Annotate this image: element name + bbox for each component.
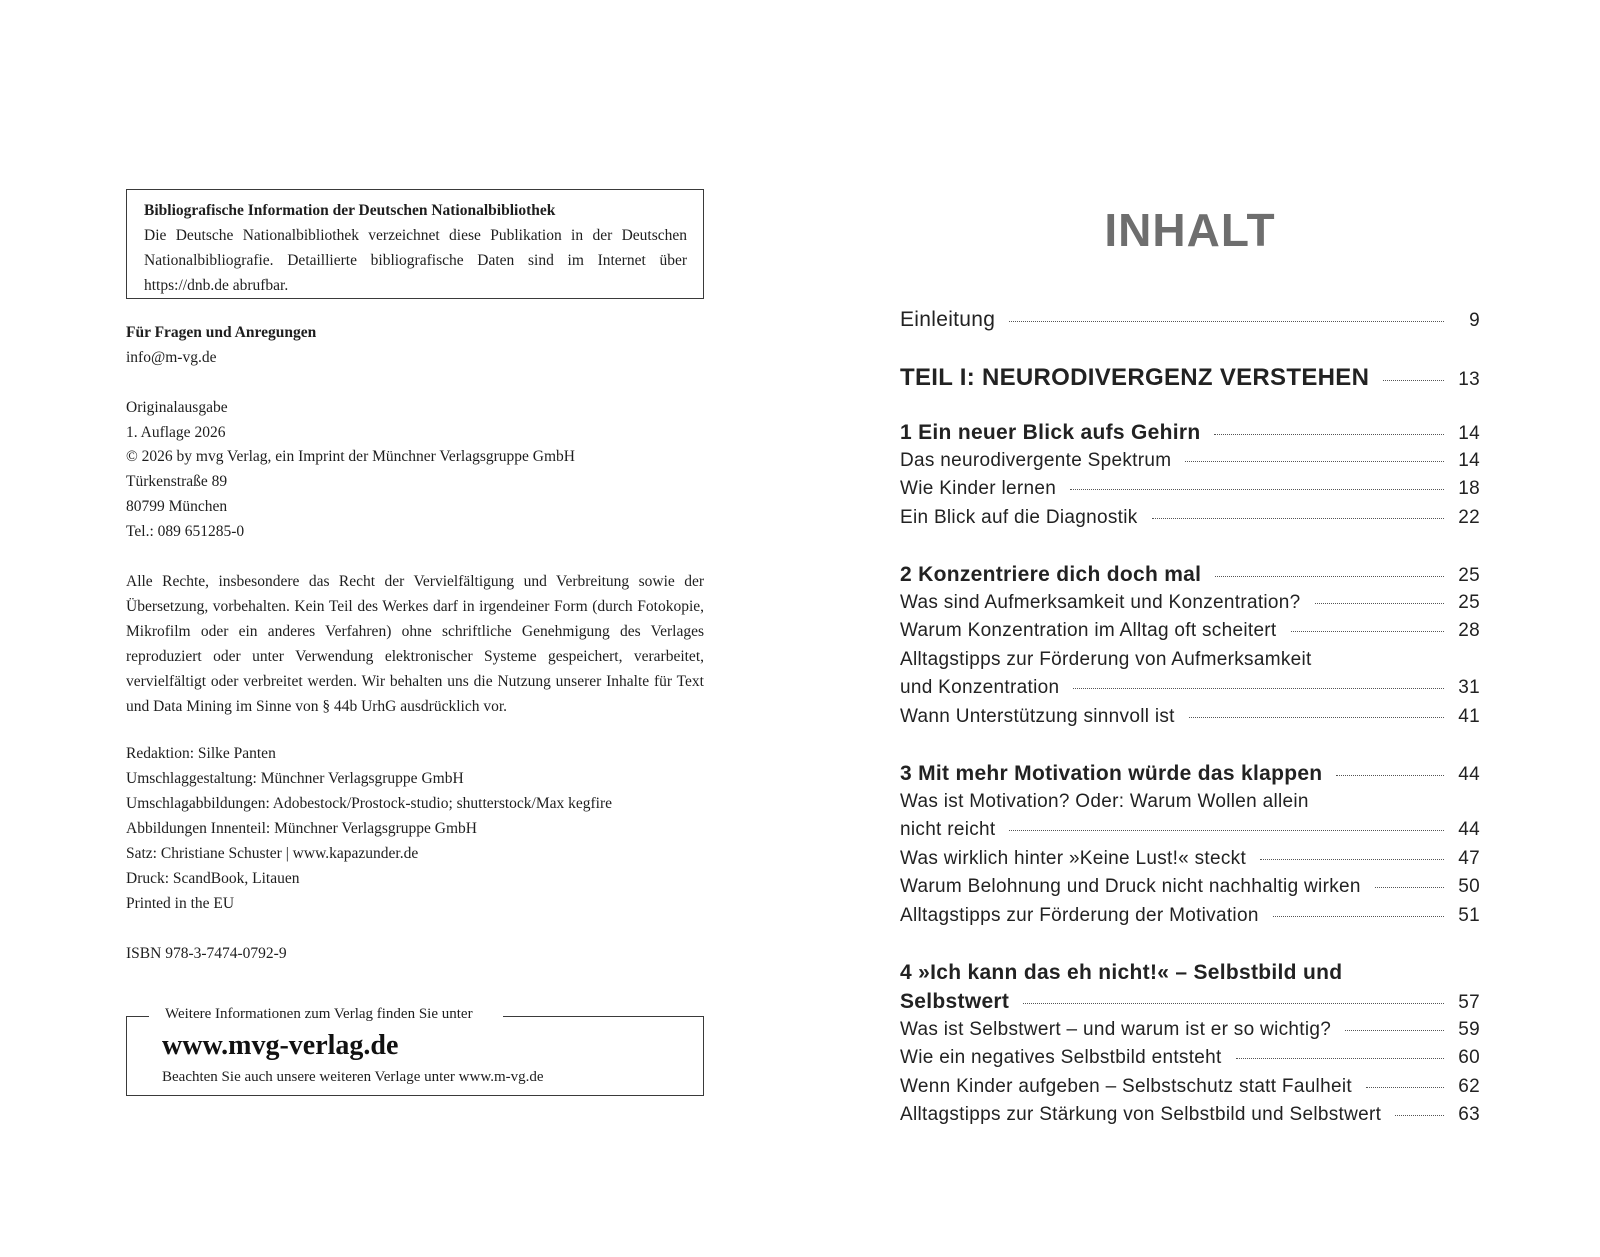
leader-dots bbox=[1023, 1003, 1444, 1004]
box-top-rule bbox=[127, 1016, 149, 1017]
toc-entry-page: 14 bbox=[1458, 450, 1480, 471]
toc-chapter[interactable] bbox=[900, 421, 1480, 449]
leader-dots bbox=[1185, 461, 1444, 462]
toc-entry-page: 57 bbox=[1458, 992, 1480, 1013]
toc-entry[interactable] bbox=[900, 592, 1480, 620]
toc-entry-page: 63 bbox=[1458, 1104, 1480, 1125]
toc-entry-line1[interactable] bbox=[900, 649, 1480, 677]
toc-entry-label: Selbstwert bbox=[900, 990, 1010, 1013]
edition-line: 1. Auflage 2026 bbox=[126, 424, 226, 441]
toc-entry-label: 3 Mit mehr Motivation würde das klappen bbox=[900, 762, 1323, 785]
toc-chapter-line1[interactable] bbox=[900, 961, 1480, 989]
contact-email[interactable]: info@m-vg.de bbox=[126, 349, 217, 366]
toc-entry[interactable] bbox=[900, 677, 1480, 705]
toc-entry[interactable] bbox=[900, 1076, 1480, 1104]
leader-dots bbox=[1291, 631, 1444, 632]
toc-entry-page: 9 bbox=[1469, 310, 1480, 331]
toc-entry[interactable] bbox=[900, 1047, 1480, 1075]
toc-entry[interactable] bbox=[900, 507, 1480, 535]
toc-entry[interactable] bbox=[900, 706, 1480, 734]
leader-dots bbox=[1260, 859, 1444, 860]
leader-dots bbox=[1336, 775, 1444, 776]
toc-entry-label: Warum Belohnung und Druck nicht nachhaltig wirken bbox=[900, 876, 1361, 897]
edition-line: Türkenstraße 89 bbox=[126, 473, 228, 490]
toc-entry-page: 59 bbox=[1458, 1019, 1480, 1040]
isbn: ISBN 978-3-7474-0792-9 bbox=[126, 945, 287, 962]
info-note: Beachten Sie auch unsere weiteren Verlage unter www.m-vg.de bbox=[162, 1069, 544, 1085]
edition-line: 80799 München bbox=[126, 498, 228, 515]
toc-entry-label: Wie Kinder lernen bbox=[900, 478, 1057, 499]
toc-entry-page: 18 bbox=[1458, 478, 1480, 499]
toc-entry-label: Einleitung bbox=[900, 308, 996, 331]
leader-dots bbox=[1375, 887, 1444, 888]
edition-line: © 2026 by mvg Verlag, ein Imprint der Münchner Verlagsgruppe GmbH bbox=[126, 448, 575, 465]
bib-text: Die Deutsche Nationalbibliothek verzeichnet diese Publikation in der Deutschen Nationalbibliografie. Detaillierte bibliografische Daten sind im Internet über https://dnb.de abrufbar. bbox=[144, 227, 687, 294]
leader-dots bbox=[1073, 688, 1444, 689]
toc-entry[interactable] bbox=[900, 819, 1480, 847]
credit-line: Abbildungen Innenteil: Münchner Verlagsgruppe GmbH bbox=[126, 820, 477, 837]
toc-entry[interactable] bbox=[900, 876, 1480, 904]
toc-entry-page: 44 bbox=[1458, 819, 1480, 840]
toc-entry-label: Ein Blick auf die Diagnostik bbox=[900, 507, 1138, 528]
leader-dots bbox=[1315, 603, 1444, 604]
edition-line: Tel.: 089 651285-0 bbox=[126, 523, 245, 540]
toc-entry-label: Alltagstipps zur Stärkung von Selbstbild und Selbstwert bbox=[900, 1104, 1382, 1125]
toc-entry[interactable] bbox=[900, 848, 1480, 876]
toc-entry[interactable] bbox=[900, 620, 1480, 648]
toc-entry-label: Was wirklich hinter »Keine Lust!« steckt bbox=[900, 848, 1247, 869]
toc-part[interactable] bbox=[900, 364, 1480, 392]
leader-dots bbox=[1236, 1058, 1444, 1059]
leader-dots bbox=[1009, 321, 1444, 322]
bibliographic-info-box bbox=[126, 189, 704, 299]
toc-entry-page: 25 bbox=[1458, 565, 1480, 586]
toc-entry-page: 31 bbox=[1458, 677, 1480, 698]
leader-dots bbox=[1366, 1087, 1444, 1088]
credit-line: Redaktion: Silke Panten bbox=[126, 745, 276, 762]
credit-line: Satz: Christiane Schuster | www.kapazunder.de bbox=[126, 845, 419, 862]
contact-title: Für Fragen und Anregungen bbox=[126, 324, 317, 341]
toc-entry-label: Warum Konzentration im Alltag oft scheitert bbox=[900, 620, 1277, 641]
toc-chapter[interactable] bbox=[900, 563, 1480, 591]
toc-entry-label: TEIL I: NEURODIVERGENZ VERSTEHEN bbox=[900, 364, 1370, 391]
toc-entry-page: 60 bbox=[1458, 1047, 1480, 1068]
toc-entry-page: 62 bbox=[1458, 1076, 1480, 1097]
toc-entry-label: Alltagstipps zur Förderung von Aufmerksamkeit bbox=[900, 649, 1312, 670]
leader-dots bbox=[1152, 518, 1444, 519]
toc-entry[interactable] bbox=[900, 905, 1480, 933]
credit-line: Printed in the EU bbox=[126, 895, 235, 912]
leader-dots bbox=[1345, 1030, 1444, 1031]
toc-entry[interactable] bbox=[900, 1019, 1480, 1047]
leader-dots bbox=[1214, 434, 1444, 435]
toc-entry-label: Alltagstipps zur Förderung der Motivation bbox=[900, 905, 1259, 926]
toc-entry-label: 1 Ein neuer Blick aufs Gehirn bbox=[900, 421, 1201, 444]
toc-entry-label: Wie ein negatives Selbstbild entsteht bbox=[900, 1047, 1222, 1068]
toc-entry-label: Was ist Motivation? Oder: Warum Wollen allein bbox=[900, 791, 1309, 812]
leader-dots bbox=[1215, 576, 1444, 577]
toc-entry-label: und Konzentration bbox=[900, 677, 1060, 698]
toc-chapter[interactable] bbox=[900, 990, 1480, 1018]
toc-entry-page: 51 bbox=[1458, 905, 1480, 926]
leader-dots bbox=[1383, 380, 1444, 381]
leader-dots bbox=[1273, 916, 1444, 917]
toc-entry-page: 50 bbox=[1458, 876, 1480, 897]
leader-dots bbox=[1009, 830, 1444, 831]
toc-entry-page: 28 bbox=[1458, 620, 1480, 641]
leader-dots bbox=[1189, 717, 1444, 718]
toc-entry-label: Was ist Selbstwert – und warum ist er so wichtig? bbox=[900, 1019, 1332, 1040]
leader-dots bbox=[1070, 489, 1444, 490]
toc-entry-page: 25 bbox=[1458, 592, 1480, 613]
bib-title: Bibliografische Information der Deutschen Nationalbibliothek bbox=[144, 202, 556, 219]
toc-entry-page: 14 bbox=[1458, 423, 1480, 444]
toc-entry-label: 2 Konzentriere dich doch mal bbox=[900, 563, 1202, 586]
edition-line: Originalausgabe bbox=[126, 399, 228, 416]
toc-entry-label: Was sind Aufmerksamkeit und Konzentration? bbox=[900, 592, 1301, 613]
toc-entry[interactable] bbox=[900, 478, 1480, 506]
toc-title: INHALT bbox=[1104, 204, 1276, 256]
publisher-url[interactable]: www.mvg-verlag.de bbox=[162, 1030, 399, 1061]
rights-notice: Alle Rechte, insbesondere das Recht der Vervielfältigung und Verbreitung sowie der Übersetzung, vorbehalten. Kein Teil des Werkes darf in irgendeiner Form (durch Fotokopie, Mikrofilm oder ein anderes Verfahren) ohne schriftliche Genehmigung des Verlages reproduziert oder unter Verwendung elektronischer Systeme gespeichert, verarbeitet, vervielfältigt oder verbreitet werden. Wir behalten uns die Nutzung unserer Inhalte für Text und Data Mining im Sinne von § 44b UrhG ausdrücklich vor. bbox=[126, 573, 704, 715]
toc-entry[interactable] bbox=[900, 308, 1480, 336]
publisher-info-box bbox=[126, 1006, 704, 1096]
toc-entry-page: 47 bbox=[1458, 848, 1480, 869]
leader-dots bbox=[1395, 1115, 1444, 1116]
toc-entry-label: 4 »Ich kann das eh nicht!« – Selbstbild und bbox=[900, 961, 1343, 984]
toc-entry-label: Wann Unterstützung sinnvoll ist bbox=[900, 706, 1175, 727]
toc-chapter[interactable] bbox=[900, 762, 1480, 790]
credit-line: Umschlaggestaltung: Münchner Verlagsgruppe GmbH bbox=[126, 770, 464, 787]
toc-entry-page: 22 bbox=[1458, 507, 1480, 528]
toc-entry-line1[interactable] bbox=[900, 791, 1480, 819]
credit-line: Umschlagabbildungen: Adobestock/Prostock-studio; shutterstock/Max kegfire bbox=[126, 795, 613, 812]
toc-entry-label: Das neurodivergente Spektrum bbox=[900, 450, 1172, 471]
toc-entry[interactable] bbox=[900, 1104, 1480, 1132]
toc-entry-page: 13 bbox=[1458, 369, 1480, 390]
toc-entry-label: Wenn Kinder aufgeben – Selbstschutz statt Faulheit bbox=[900, 1076, 1352, 1097]
box-top-rule bbox=[503, 1016, 703, 1017]
toc-entry[interactable] bbox=[900, 450, 1480, 478]
credit-line: Druck: ScandBook, Litauen bbox=[126, 870, 300, 887]
toc-entry-label: nicht reicht bbox=[900, 819, 996, 840]
info-header: Weitere Informationen zum Verlag finden Sie unter bbox=[165, 1006, 473, 1022]
toc-entry-page: 41 bbox=[1458, 706, 1480, 727]
toc-entry-page: 44 bbox=[1458, 764, 1480, 785]
